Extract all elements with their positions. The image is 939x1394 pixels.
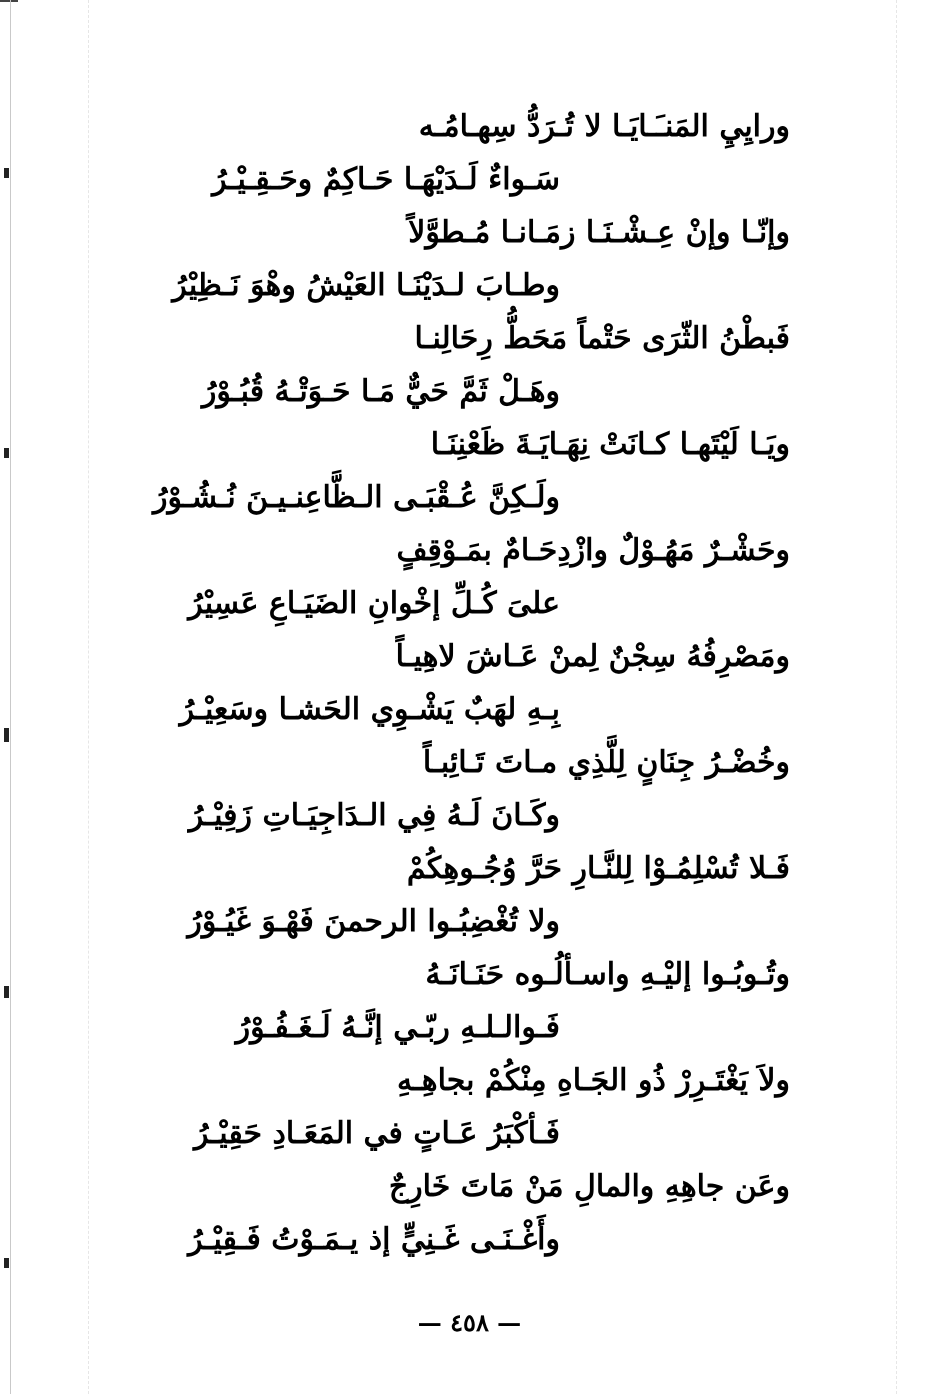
poem-line: وإنّـا وإنْ عِـشْـنَـا زمَـانـا مُـطوَّلاً: [408, 215, 790, 250]
poem-line: علىَ كُـلِّ إخْوانِ الضَيَـاعِ عَسِيْرُ: [188, 586, 560, 621]
poem-line: ولاَ يَغْتَـرِرْ ذُو الجَـاهِ مِنْكُمْ بجاهِـهِ: [396, 1063, 790, 1098]
scan-top-rule: [0, 0, 18, 2]
poem-line: وخُضْـرُ جِنَانٍ لِلَّذِي مـاتَ تَـائِبـاً: [422, 745, 790, 780]
scan-mark: [4, 728, 9, 742]
binding-edge-line: [10, 0, 11, 1394]
scan-mark: [4, 1258, 9, 1268]
poem-line: بِـهِ لهَبٌ يَشْـوِي الحَشـا وسَعِيْـرُ: [179, 692, 560, 727]
poem-line: وكَـانَ لَـهُ فِي الـدَاجِيَـاتِ زَفِيْـرُ: [188, 798, 560, 833]
poem-line: ورايِيِ المَنـَـايَـا لا تُـرَدُّ سِهـامُـه: [418, 109, 790, 144]
poem-line: سَـواءٌ لَـدَيْهَـا حَـاكِمٌ وحَـقِـيْـرُ: [212, 162, 560, 197]
scan-mark: [4, 986, 9, 998]
scan-mark: [4, 448, 9, 458]
poem-line: وحَشْـرٌ مَهُـوْلٌ وازْدِحَـامٌ بمَـوْقِفٍ: [396, 533, 790, 568]
poem-line: فَـأكْبَرُ عَـاتٍ في المَعَـادِ حَقِيْـرُ: [193, 1116, 560, 1151]
page-number: — ٤٥٨ —: [417, 1308, 522, 1337]
poem-line: فَـلا تُسْلِمُـوْا لِلنَّـارِ حَرَّ وُجُـوهِكُمْ: [406, 851, 790, 886]
poem-line: فَبطْنُ الثّرَى حَتْماً مَحَطُّ رِحَالِنـا: [414, 321, 790, 356]
poem-line: ولا تُغْضِبُـوا الرحمنَ فَهْـوَ غَيُـوْرُ: [187, 904, 560, 939]
poem-line: ومَصْرِفُهُ سِجْنٌ لِمنْ عَـاشَ لاهِيـاً: [395, 639, 790, 674]
poem-line: وأَغْـنَـى غَـنِيٍّ إذ يـمَـوْتُ فَـقِيْـرُ: [188, 1222, 560, 1257]
poem-line: فَـوالـلـهِ ربّـي إنَّـهُ لَـغَـفُـوْرُ: [235, 1010, 560, 1045]
poem-line: ولَـكِنَّ عُـقْبَـى الـظَّاعِنـيـنَ نُـشُـوْرُ: [153, 480, 560, 515]
scan-mark: [4, 168, 9, 178]
margin-guide-left: [88, 0, 89, 1394]
poem-line: وطـابَ لـدَيْنَـا العَيْشُ وهْوَ نَـظِيْرُ: [172, 268, 560, 303]
poem-line: ويَـا لَيْتَهـا كـانَتْ نِهَـايَـةَ ظَعْنِنَـا: [430, 427, 790, 462]
poem-line: وعَن جاهِهِ والمالِ مَنْ مَاتَ خَارِجٌ: [388, 1169, 790, 1204]
poem-line: وهَـلْ ثَمَّ حَيٌّ مَـا حَـوَتْـهُ قُبُـوْرُ: [201, 374, 560, 409]
poem-body: [150, 100, 790, 1266]
poem-line: وتُـوبُـوا إليْـهِ واسـألُـوه حَنَـانَـهُ: [425, 957, 790, 992]
margin-guide-right: [896, 0, 897, 1394]
